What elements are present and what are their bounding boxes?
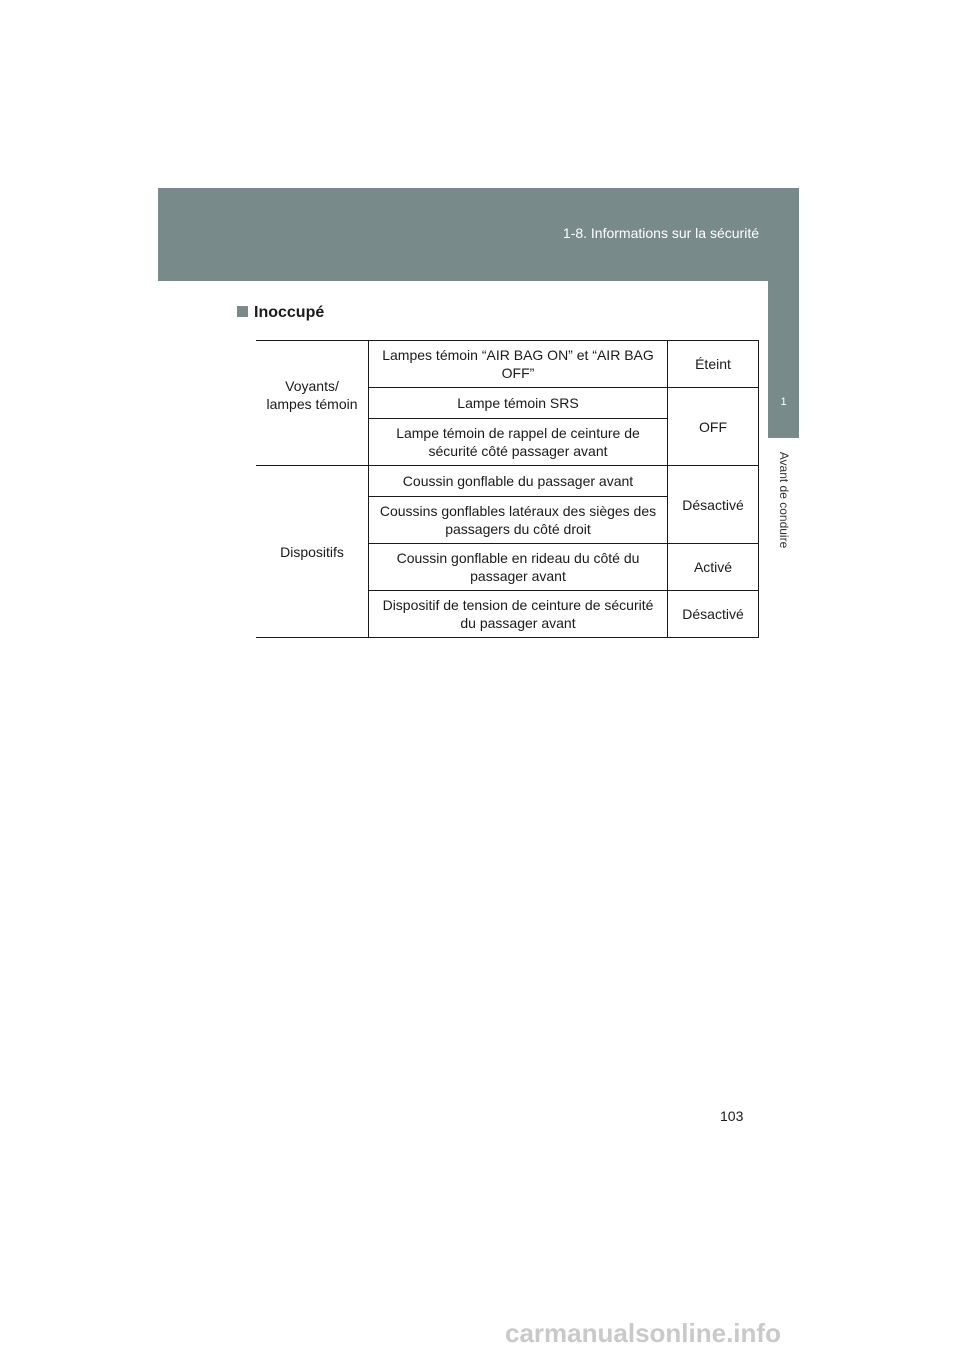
header-band [158, 188, 799, 281]
square-bullet-icon [237, 306, 248, 317]
table-cell-item: Dispositif de tension de ceinture de sécurité du passager avant [369, 591, 668, 638]
table-cell-item: Lampe témoin SRS [369, 388, 668, 419]
section-heading [237, 304, 324, 322]
table-cell-item: Lampes témoin “AIR BAG ON” et “AIR BAG OFF” [369, 341, 668, 388]
table-cell-item: Lampe témoin de rappel de ceinture de sécurité côté passager avant [369, 419, 668, 466]
chapter-label: Avant de conduire [777, 451, 791, 549]
table-cell-state: Désactivé [668, 591, 759, 638]
table-cell-state: Désactivé [668, 466, 759, 544]
table-row [256, 466, 759, 497]
section-heading-text: Inoccupé [254, 304, 325, 321]
table-row [256, 341, 759, 388]
side-strip [768, 281, 799, 370]
table-cell-state: Activé [668, 544, 759, 591]
table-cell-item: Coussin gonflable du passager avant [369, 466, 668, 497]
header-title: 1-8. Informations sur la sécurité [562, 225, 759, 241]
chapter-tab [768, 370, 799, 438]
group-label-indicators: Voyants/ lampes témoin [256, 341, 369, 466]
page-number: 103 [720, 1108, 744, 1124]
chapter-number: 1 [780, 396, 787, 408]
table-cell-item: Coussins gonflables latéraux des sièges des passagers du côté droit [369, 497, 668, 544]
watermark-text: carmanualsonline.info [505, 1318, 781, 1348]
group-label-devices: Dispositifs [256, 466, 369, 638]
table-cell-state: Éteint [668, 341, 759, 388]
status-table [256, 340, 759, 638]
table-cell-state: OFF [668, 388, 759, 466]
table-cell-item: Coussin gonflable en rideau du côté du passager avant [369, 544, 668, 591]
